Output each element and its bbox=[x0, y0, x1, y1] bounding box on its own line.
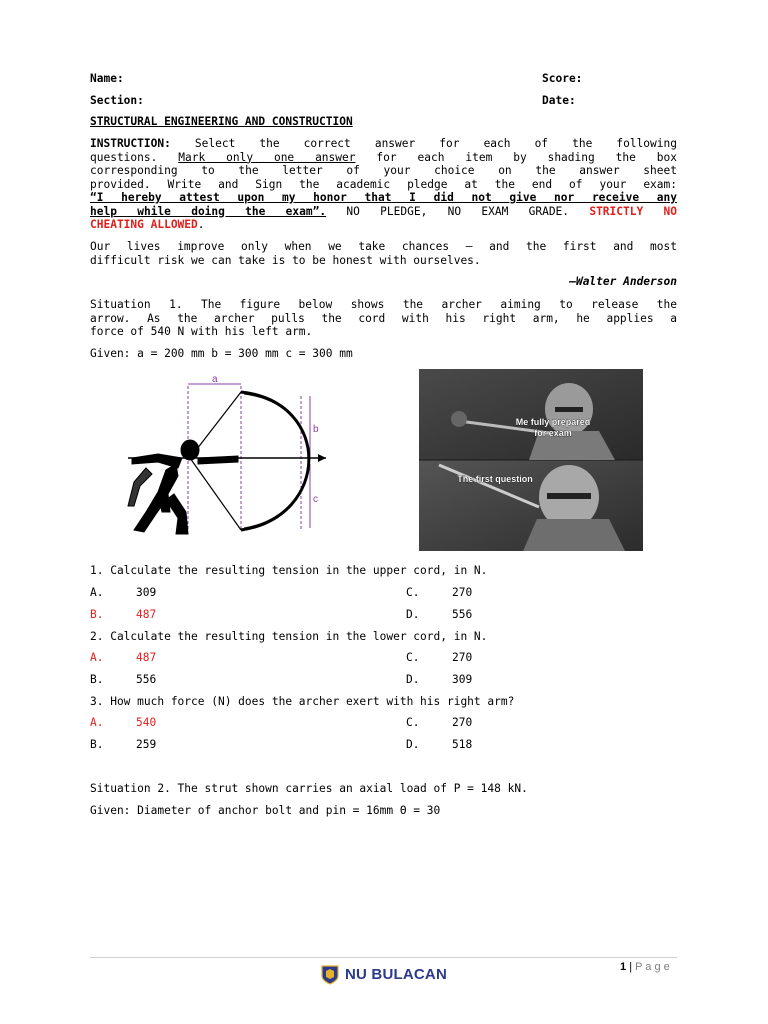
dimension-a-label: a bbox=[212, 374, 218, 385]
instruction-line-1: INSTRUCTION: Select the correct answer for each of the following bbox=[90, 137, 677, 150]
instruction-line-2: questions. Mark only one answer for each item by shading the box bbox=[90, 150, 677, 164]
exam-title: STRUCTURAL ENGINEERING AND CONSTRUCTION bbox=[90, 115, 353, 128]
situation-1-line-3: force of 540 N with his left arm. bbox=[90, 325, 313, 338]
q2-option-d: D. 309 bbox=[406, 673, 473, 686]
situation-2-given: Given: Diameter of anchor bolt and pin = 16mm Θ = 30 bbox=[90, 804, 441, 817]
q2-option-a-correct: A. 487 bbox=[90, 651, 157, 664]
q3-option-c: C. 270 bbox=[406, 716, 473, 729]
q1-option-c: C. 270 bbox=[406, 586, 473, 599]
nu-shield-icon bbox=[321, 965, 339, 985]
instruction-line-4: provided. Write and Sign the academic pledge at the end of your exam: bbox=[90, 177, 677, 191]
knight-meme-image bbox=[419, 369, 643, 551]
section-label: Section: bbox=[90, 94, 144, 107]
logo-text: NU BULACAN bbox=[345, 966, 447, 984]
date-label: Date: bbox=[542, 94, 576, 107]
question-1: 1. Calculate the resulting tension in the upper cord, in N. bbox=[90, 564, 488, 577]
instruction-block bbox=[90, 137, 677, 232]
footer-divider bbox=[90, 957, 677, 958]
q3-option-b: B. 259 bbox=[90, 738, 157, 751]
quote-line-2: difficult risk we can take is to be honest with ourselves. bbox=[90, 253, 481, 267]
dimension-b-label: b bbox=[313, 424, 319, 435]
situation-1-given: Given: a = 200 mm b = 300 mm c = 300 mm bbox=[90, 347, 353, 360]
page-number: 1 | P a g e bbox=[620, 961, 670, 973]
meme-top-caption-1: Me fully prepared bbox=[515, 417, 591, 427]
q2-option-b: B. 556 bbox=[90, 673, 157, 686]
instruction-line-5: help while doing the exam”. NO PLEDGE, NO EXAM GRADE. STRICTLY NO bbox=[90, 204, 677, 218]
pledge-line-1: “I hereby attest upon my honor that I did not give nor receive any bbox=[90, 191, 677, 204]
question-3: 3. How much force (N) does the archer exert with his right arm? bbox=[90, 695, 515, 708]
bowstring-lower bbox=[190, 458, 241, 530]
bow bbox=[241, 392, 309, 530]
q1-option-d: D. 556 bbox=[406, 608, 473, 621]
quote-line-1: Our lives improve only when we take chances – and the first and most bbox=[90, 240, 677, 253]
q3-option-d: D. 518 bbox=[406, 738, 473, 751]
instruction-line-6: CHEATING ALLOWED. bbox=[90, 218, 205, 231]
score-label: Score: bbox=[542, 72, 583, 85]
quote-block bbox=[90, 240, 677, 289]
situation-1 bbox=[90, 298, 677, 339]
question-2: 2. Calculate the resulting tension in the lower cord, in N. bbox=[90, 630, 488, 643]
instruction-line-3: corresponding to the letter of your choice on the answer sheet bbox=[90, 164, 677, 177]
situation-1-line-2: arrow. As the archer pulls the cord with his right arm, he applies a bbox=[90, 311, 677, 325]
q1-option-b-correct: B. 487 bbox=[90, 608, 157, 621]
meme-bottom-caption: The first question bbox=[457, 474, 533, 484]
archer-figure bbox=[118, 372, 330, 542]
dimension-c-label: c bbox=[313, 494, 318, 505]
situation-1-line-1: Situation 1. The figure below shows the archer aiming to release the bbox=[90, 298, 677, 311]
nu-bulacan-logo bbox=[321, 965, 447, 985]
situation-2: Situation 2. The strut shown carries an axial load of P = 148 kN. bbox=[90, 782, 528, 795]
q1-option-a: A. 309 bbox=[90, 586, 157, 599]
quote-author: –Walter Anderson bbox=[569, 275, 677, 288]
archer-silhouette bbox=[128, 440, 238, 534]
q3-option-a-correct: A. 540 bbox=[90, 716, 157, 729]
q2-option-c: C. 270 bbox=[406, 651, 473, 664]
meme-top-caption-2: for exam bbox=[534, 428, 572, 438]
name-label: Name: bbox=[90, 72, 124, 85]
